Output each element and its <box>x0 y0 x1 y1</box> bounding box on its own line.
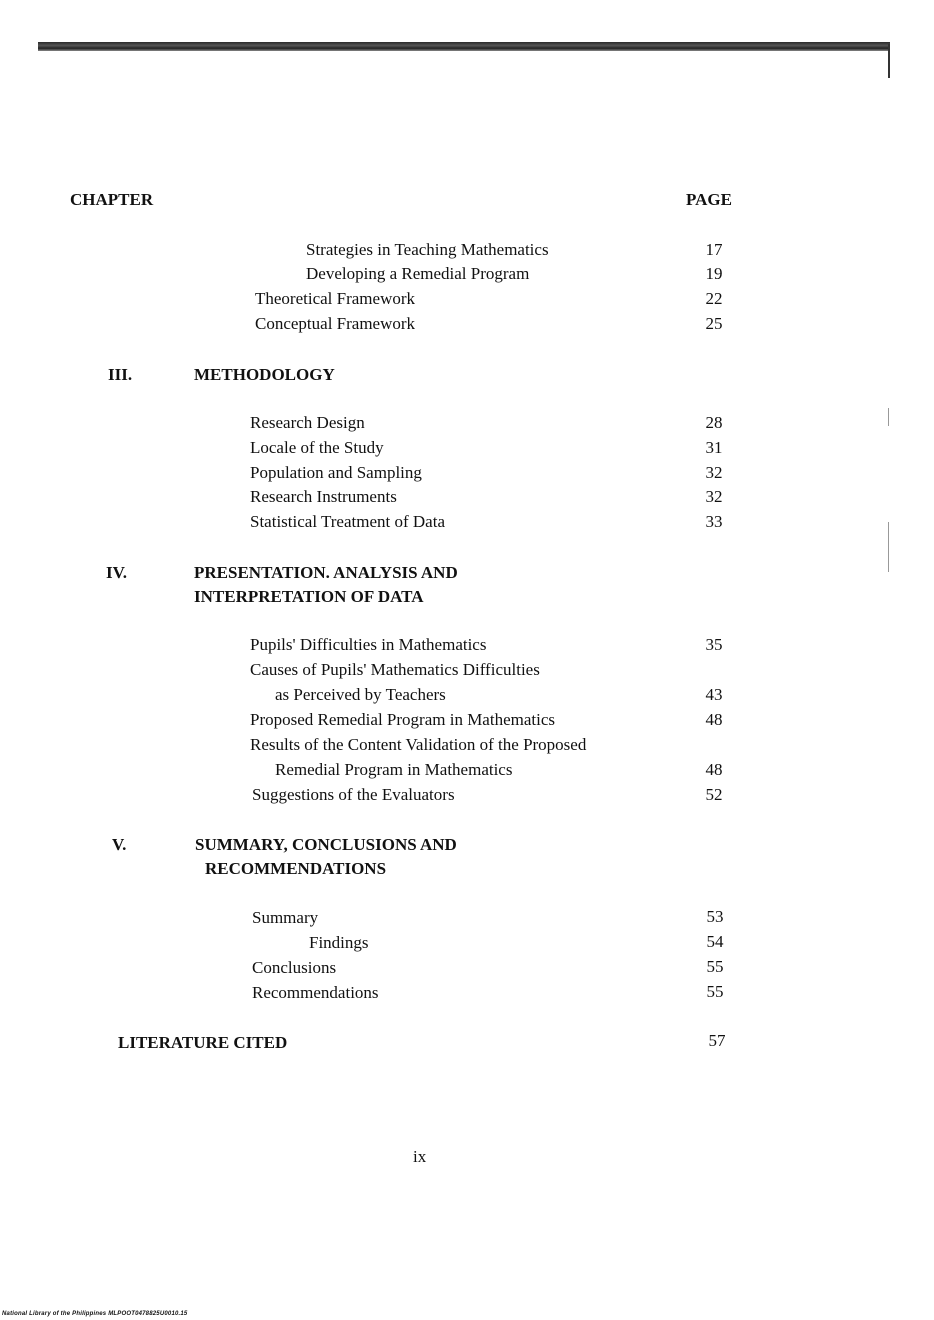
chapter-title: SUMMARY, CONCLUSIONS AND <box>195 835 457 854</box>
literature-cited-page: 57 <box>708 1031 726 1050</box>
toc-entry-label: Population and Sampling <box>250 463 422 482</box>
toc-entry-label: Locale of the Study <box>250 438 384 457</box>
scan-top-bar <box>38 42 890 51</box>
toc-entry-label: Remedial Program in Mathematics <box>275 760 513 779</box>
chapter-numeral: V. <box>112 835 127 854</box>
toc-entry-page: 48 <box>705 710 723 729</box>
toc-entry-label: Findings <box>309 933 369 952</box>
toc-entry-page: 19 <box>705 264 723 283</box>
toc-entry-page: 22 <box>705 289 723 308</box>
chapter-title-continued: INTERPRETATION OF DATA <box>194 587 424 606</box>
toc-entry-label: Strategies in Teaching Mathematics <box>306 240 549 259</box>
chapter-title: PRESENTATION. ANALYSIS AND <box>194 563 458 582</box>
scan-edge-mark <box>888 522 889 572</box>
toc-entry-label: Proposed Remedial Program in Mathematics <box>250 710 555 729</box>
toc-entry-page: 32 <box>705 487 723 506</box>
toc-entry-label: Theoretical Framework <box>255 289 416 308</box>
toc-entry-label: Conceptual Framework <box>255 314 416 333</box>
toc-entry-label: Results of the Content Validation of the Proposed <box>250 735 587 754</box>
toc-entry-page: 48 <box>705 760 723 779</box>
toc-entry-label: Research Design <box>250 413 365 432</box>
toc-entry-label: Research Instruments <box>250 487 397 506</box>
chapter-header: CHAPTER <box>70 190 154 209</box>
scan-footer: National Library of the Philippines MLPOOT0478825U0010.15 <box>2 1311 188 1317</box>
chapter-numeral: III. <box>108 365 133 384</box>
toc-entry-label: Recommendations <box>252 983 379 1002</box>
toc-entry-page: 25 <box>705 314 723 333</box>
toc-entry-label: Suggestions of the Evaluators <box>252 785 455 804</box>
toc-entry-label: Summary <box>252 908 319 927</box>
toc-entry-page: 28 <box>705 413 723 432</box>
toc-entry-page: 55 <box>706 957 724 976</box>
toc-entry-label: Developing a Remedial Program <box>306 264 530 283</box>
chapter-title: METHODOLOGY <box>194 365 335 384</box>
literature-cited-title: LITERATURE CITED <box>118 1033 288 1052</box>
toc-entry-page: 35 <box>705 635 723 654</box>
chapter-numeral: IV. <box>106 563 127 582</box>
toc-entry-label: Statistical Treatment of Data <box>250 512 445 531</box>
toc-entry-page: 33 <box>705 512 723 531</box>
toc-entry-label: Pupils' Difficulties in Mathematics <box>250 635 487 654</box>
toc-entry-page: 31 <box>705 438 723 457</box>
toc-entry-page: 52 <box>705 785 723 804</box>
toc-entry-page: 32 <box>705 463 723 482</box>
toc-entry-page: 17 <box>705 240 723 259</box>
toc-entry-label: Conclusions <box>252 958 337 977</box>
toc-entry-label: as Perceived by Teachers <box>275 685 446 704</box>
scan-edge-line <box>888 44 890 78</box>
scan-edge-mark <box>888 408 889 426</box>
chapter-title-continued: RECOMMENDATIONS <box>205 859 387 878</box>
toc-entry-page: 43 <box>705 685 723 704</box>
toc-entry-label: Causes of Pupils' Mathematics Difficulties <box>250 660 540 679</box>
page-header: PAGE <box>686 190 732 209</box>
page-number: ix <box>413 1147 427 1166</box>
toc-entry-page: 53 <box>706 907 724 926</box>
toc-entry-page: 54 <box>706 932 724 951</box>
toc-entry-page: 55 <box>706 982 724 1001</box>
